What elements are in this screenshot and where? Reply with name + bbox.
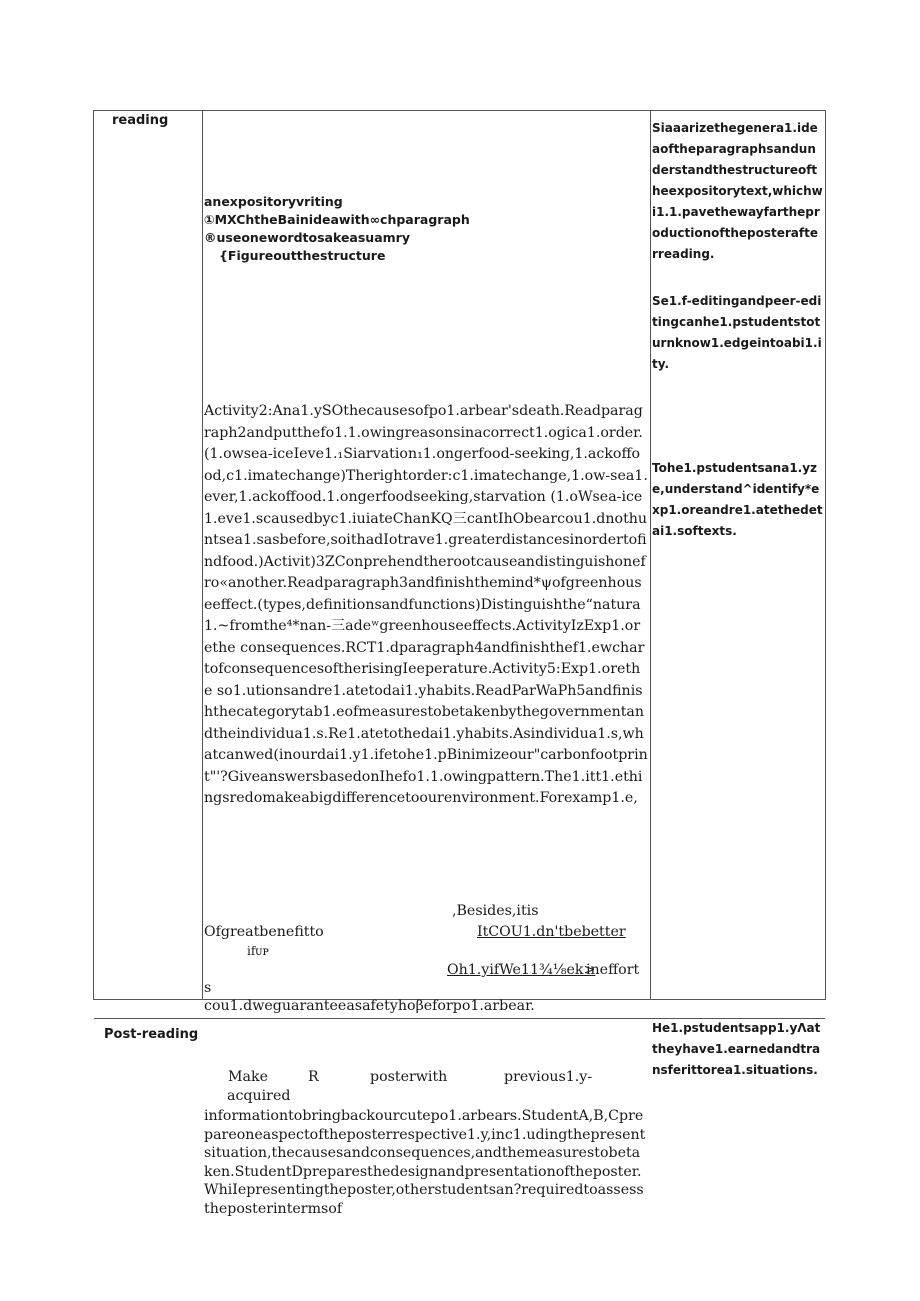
intro-line: ①MXChtheBainideawith∞chparagraph [204, 212, 470, 227]
make-word: previous1.y- [504, 1069, 593, 1085]
lesson-plan-table [93, 110, 826, 1217]
pattern-if-up: ifᴜᴘ [247, 944, 269, 958]
column-divider [650, 111, 651, 999]
purpose-text: Siaaarizethegenera1.ideaoftheparagraphsandunderstandthestructureoftheexpositorytext,whichwi1.1.pavethewayfartheproductionoftheposterafterreading. [652, 121, 823, 261]
purpose-text: Se1.f-editingandpeer-editingcanhe1.pstudentstoturnknow1.edgeintoabi1.ity. [652, 294, 822, 371]
column-divider [202, 111, 203, 999]
make-word: Make [228, 1069, 268, 1085]
pattern-besides: ,Besides,itis [452, 903, 539, 919]
intro-line: ®useonewordtosakeasuamry [204, 230, 410, 245]
post-reading-text: informationtobringbackourcutepo1.arbears.StudentA,B,Cprepareoneaspectoftheposterrespective1.y,inc1.udingthepresentsituation,thecausesandconsequences,andthemeasurestobetaken.StudentDpreparesthedesignandpresentationoftheposter.WhiIepresentingtheposter,otherstudentsan?requiredtoassesstheposterintermsof [204, 1108, 646, 1217]
purpose-text: Tohe1.pstudentsana1.yze,understand^identify*exp1.oreandre1.atethedetai1.softexts. [652, 461, 823, 538]
intro-line: anexpositoryvriting [204, 194, 343, 209]
pattern-great-benefit: Ofgreatbenefitto [204, 924, 324, 940]
make-word: posterwith [370, 1069, 448, 1085]
pattern-s: s [204, 980, 212, 996]
acquired-word: acquired [227, 1088, 291, 1104]
pattern-last-line: cou1.dweguaranteeasafetyhoβeforpo1.arbear. [204, 998, 535, 1014]
stage-label-post-reading: Post-reading [104, 1027, 199, 1042]
stage-label-reading: reading [112, 113, 169, 128]
pattern-couldnt: ItCOU1.dn'tbebetter [477, 924, 626, 940]
purpose-text: He1.pstudentsapp1.yΛattheyhave1.earnedandtransferittorea1.situations. [652, 1021, 821, 1077]
intro-line: {Figureoutthestructure [219, 248, 386, 263]
pattern-only-if: Oh1.yifWe11¾⅛ek> [447, 962, 596, 978]
pattern-effort: ineffort [586, 962, 640, 978]
activities-text: Activity2:Ana1.ySOthecausesofpo1.arbear'sdeath.Readparagraph2andputthefo1.1.owingreasonsinacorrect1.ogica1.order.(1.owsea-iceIeve1.₁Siarvation₁1.ongerfood-seeking,1.ackoffood,c1.imatechange)Therightorder:c1.imatechange,1.ow-sea1.ever,1.ackoffood.1.ongerfoodseeking,starvation (1.oWsea-ice1.eve1.scausedbyc1.iuiateChanKQ三cantIhObearcou1.dnothuntsea1.sasbefore,soithadIotrave1.greaterdistancesinordertofindfood.)Activit)3ZConprehendtherootcauseandistinguishonefro«another.Readparagraph3andfinishthemind*ψofgreenhouseeffect.(types,definitionsandfunctions)Distinguishthe“natura1.~fromthe⁴*nan-三adeʷgreenhouseeffects.ActivityIzExp1.orethe consequences.RCT1.dparagraph4andfinishthef1.ewchartofconsequencesoftherisingIeeperature.Activity5:Exp1.orethe so1.utionsandre1.atetodai1.yhabits.ReadParWaPh5andfinishthecategorytab1.eofmeasurestobetakenbythegovernmentandtheindividua1.s.Re1.atetothedai1.yhabits.Asindividua1.s,whatcanwed(inourdai1.y1.ifetohe1.pBinimizeour"carbonfootprint"'?GiveanswersbasedonIhefo1.1.owingpattern.The1.itt1.ethingsredomakeabigdifferencetoourenvironment.Forexamp1.e, [204, 403, 648, 806]
make-word: R [308, 1069, 319, 1085]
